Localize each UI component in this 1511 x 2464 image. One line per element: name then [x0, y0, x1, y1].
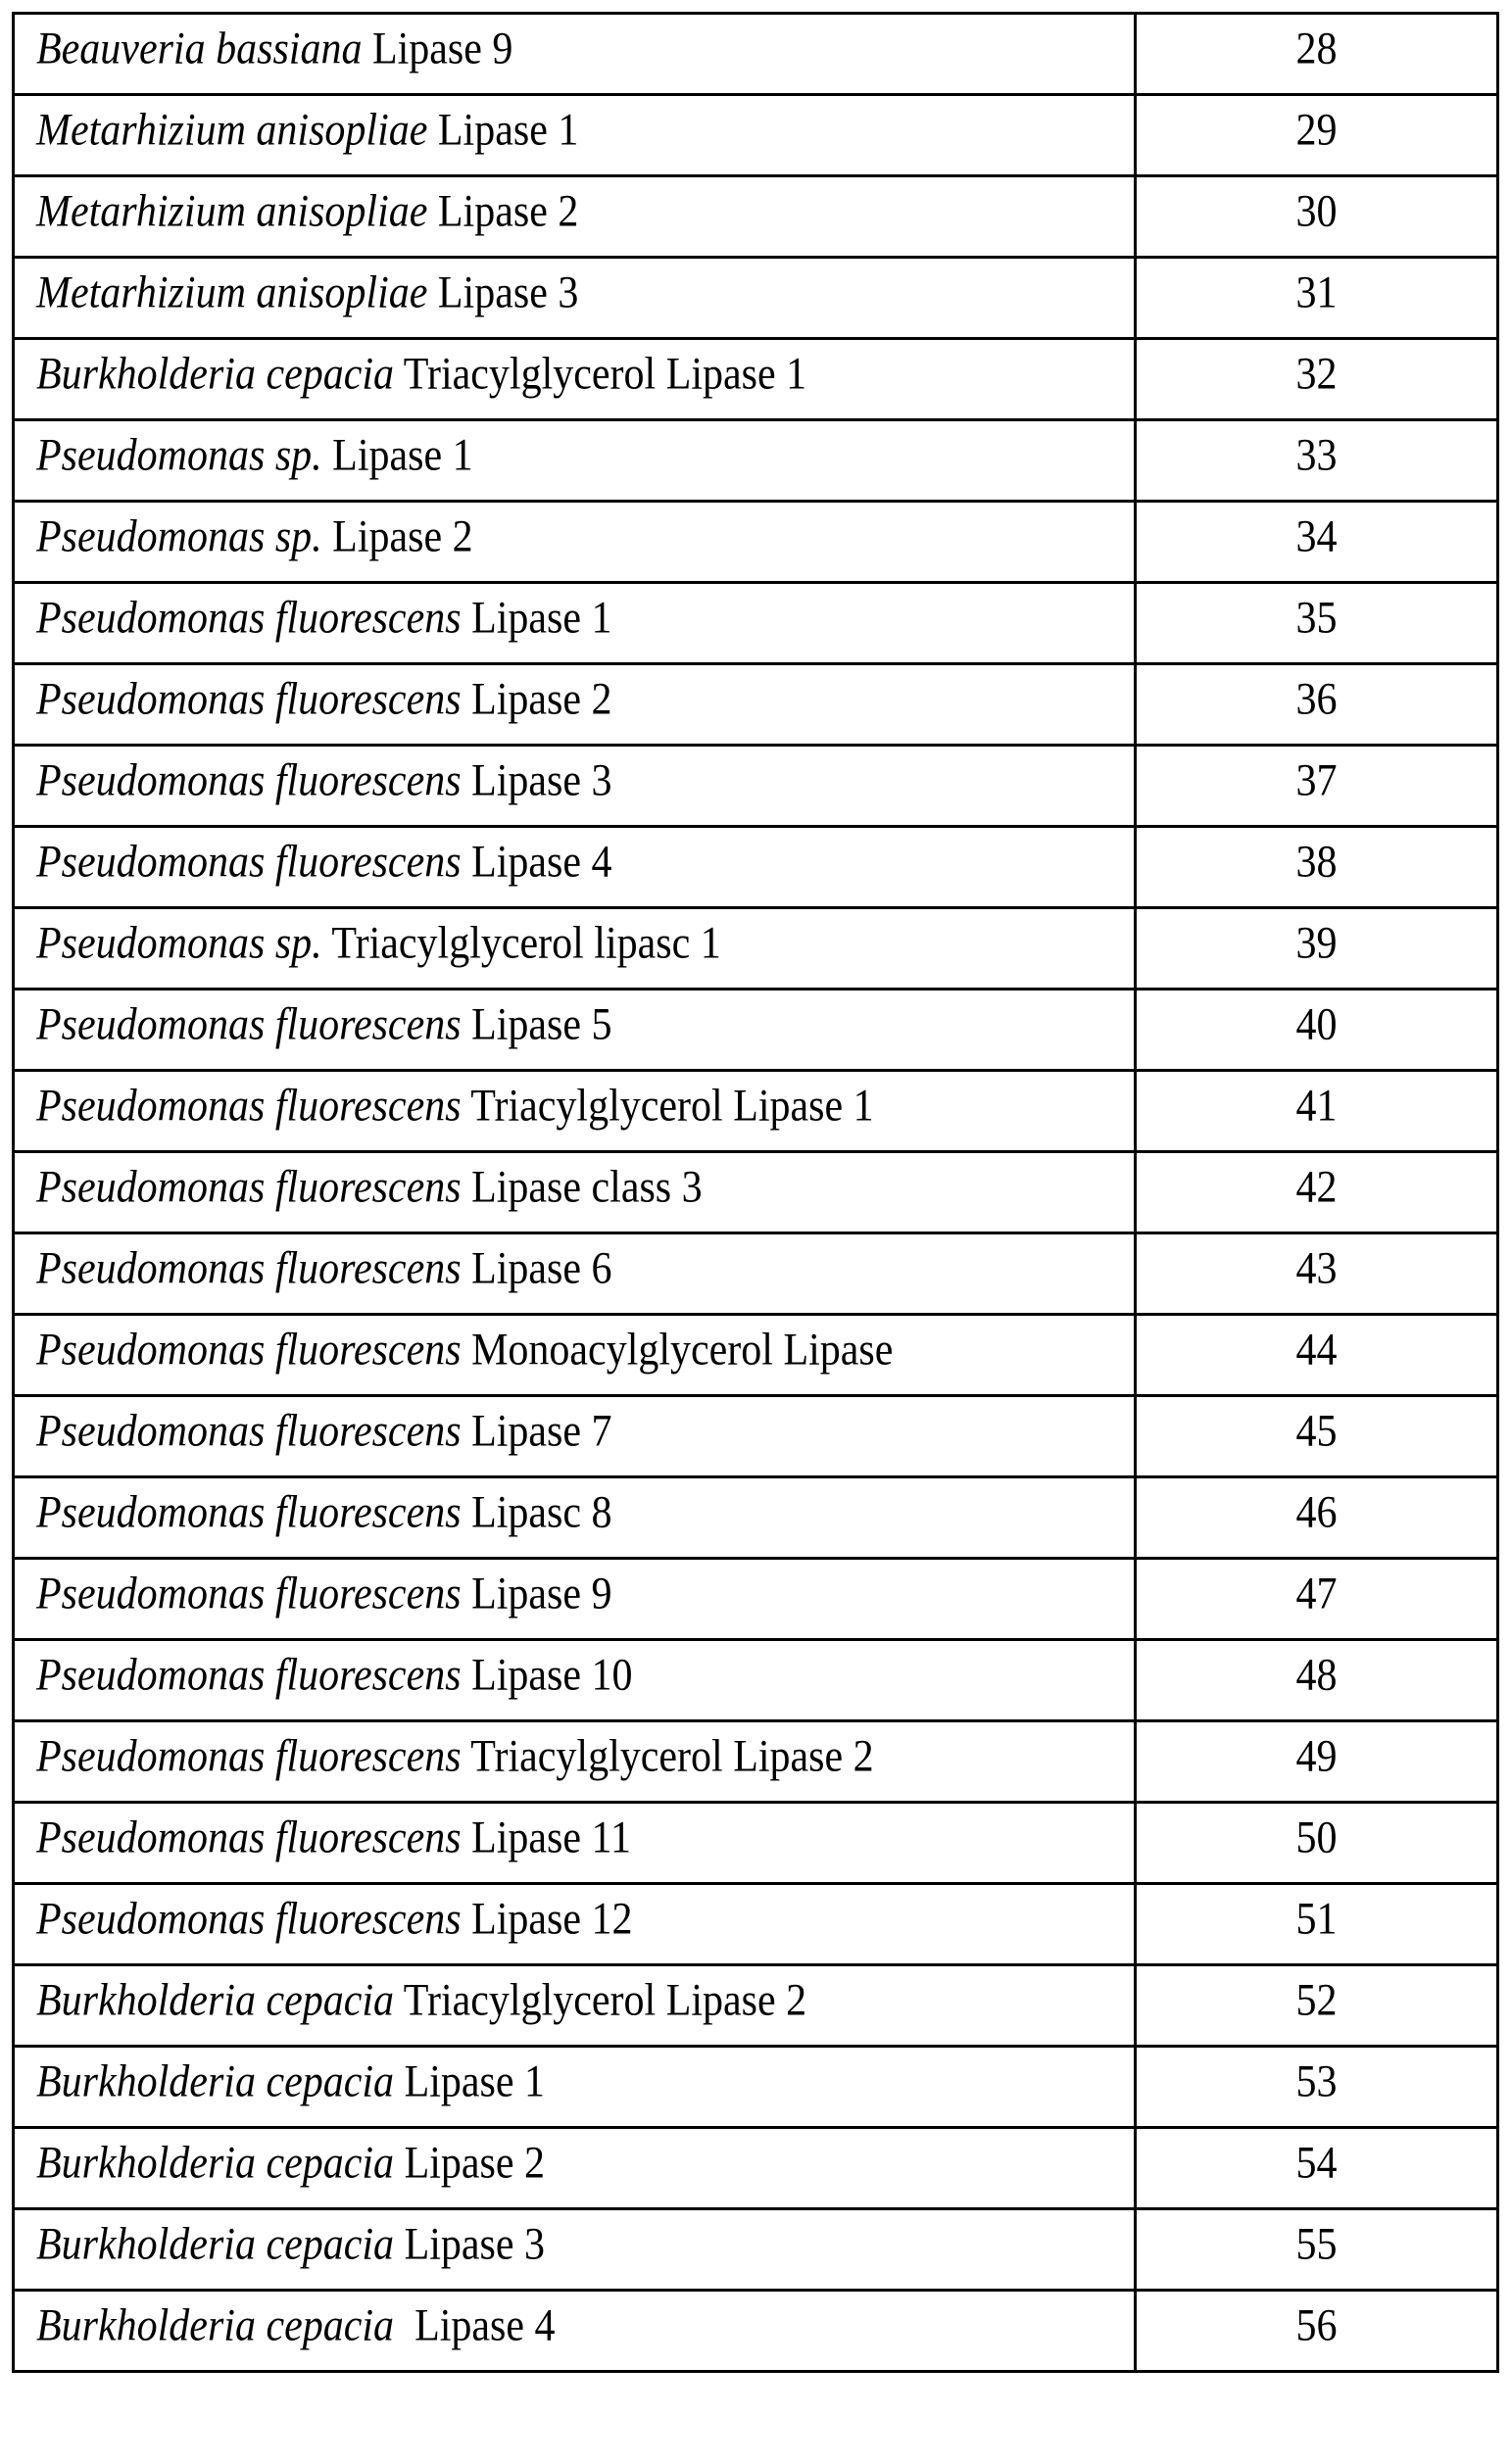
table-row: [14, 95, 1498, 176]
species-name: Pseudomonas fluorescens: [36, 1650, 462, 1701]
species-name: Pseudomonas fluorescens: [36, 1406, 462, 1457]
enzyme-name-cell: [14, 95, 1136, 176]
enzyme-label: Lipase 10: [462, 1650, 633, 1701]
enzyme-label: Lipasc 8: [462, 1487, 612, 1538]
seq-id-cell: [1136, 746, 1498, 827]
enzyme-label: Monoacylglycerol Lipase: [462, 1325, 894, 1376]
enzyme-name-cell: [14, 258, 1136, 339]
enzyme-name: [36, 1242, 612, 1295]
enzyme-label: Lipase class 3: [462, 1162, 703, 1213]
enzyme-label: Lipase 3: [427, 267, 578, 318]
enzyme-name: [36, 998, 612, 1051]
species-name: Burkholderia cepacia: [36, 2219, 394, 2270]
table-row: [14, 746, 1498, 827]
seq-id: 37: [1296, 754, 1338, 807]
enzyme-name: [36, 348, 806, 401]
seq-id-cell: [1136, 502, 1498, 583]
seq-id-cell: [1136, 95, 1498, 176]
enzyme-name-cell: [14, 502, 1136, 583]
seq-id-cell: [1136, 1721, 1498, 1803]
seq-id: 33: [1296, 429, 1338, 482]
enzyme-label: Lipase 5: [462, 999, 612, 1050]
table-row: [14, 1396, 1498, 1477]
enzyme-name: [36, 1161, 703, 1214]
seq-id: 46: [1296, 1486, 1338, 1539]
seq-id-cell: [1136, 420, 1498, 502]
enzyme-label: Triacylglycerol Lipase 1: [394, 349, 806, 400]
species-name: Pseudomonas sp.: [36, 430, 322, 481]
enzyme-name: [36, 754, 612, 807]
enzyme-name: [36, 1893, 633, 1946]
enzyme-label: Lipase 11: [462, 1812, 631, 1863]
enzyme-label: Lipase 1: [322, 430, 473, 481]
species-name: Pseudomonas sp.: [36, 511, 322, 562]
enzyme-name-cell: [14, 746, 1136, 827]
seq-id-cell: [1136, 990, 1498, 1071]
enzyme-label: Lipase 3: [462, 755, 612, 806]
table-row: [14, 420, 1498, 502]
enzyme-name-cell: [14, 339, 1136, 420]
seq-id-cell: [1136, 2128, 1498, 2209]
table-row: [14, 1803, 1498, 1884]
species-name: Metarhizium anisopliae: [36, 267, 427, 318]
enzyme-name: [36, 510, 473, 563]
species-name: Burkholderia cepacia: [36, 2138, 394, 2189]
seq-id-cell: [1136, 2209, 1498, 2291]
seq-id: 55: [1296, 2218, 1338, 2271]
enzyme-name: [36, 266, 578, 319]
enzyme-name: [36, 2299, 556, 2352]
table-row: [14, 1477, 1498, 1559]
seq-id: 50: [1296, 1812, 1338, 1864]
seq-id-cell: [1136, 827, 1498, 908]
table-row: [14, 2047, 1498, 2128]
enzyme-name-cell: [14, 2128, 1136, 2209]
species-name: Pseudomonas fluorescens: [36, 1162, 462, 1213]
seq-id-cell: [1136, 1071, 1498, 1152]
lipase-sequence-table: [12, 12, 1499, 2373]
enzyme-name: [36, 592, 612, 645]
seq-id-cell: [1136, 339, 1498, 420]
species-name: Pseudomonas fluorescens: [36, 1894, 462, 1945]
species-name: Pseudomonas fluorescens: [36, 1243, 462, 1294]
enzyme-name-cell: [14, 2291, 1136, 2372]
enzyme-name-cell: [14, 1071, 1136, 1152]
enzyme-name-cell: [14, 1315, 1136, 1396]
table-row: [14, 2128, 1498, 2209]
enzyme-label: Lipase 1: [394, 2056, 545, 2107]
enzyme-name-cell: [14, 1965, 1136, 2047]
seq-id: 56: [1296, 2299, 1338, 2352]
enzyme-name: [36, 1649, 633, 1702]
table-row: [14, 1884, 1498, 1965]
enzyme-name-cell: [14, 1884, 1136, 1965]
species-name: Metarhizium anisopliae: [36, 105, 427, 156]
enzyme-label: Triacylglycerol Lipase 2: [462, 1731, 874, 1782]
species-name: Pseudomonas fluorescens: [36, 674, 462, 725]
seq-id-cell: [1136, 664, 1498, 746]
species-name: Pseudomonas fluorescens: [36, 1812, 462, 1863]
enzyme-name: [36, 1974, 806, 2027]
enzyme-name-cell: [14, 1396, 1136, 1477]
enzyme-label: Lipase 1: [427, 105, 578, 156]
species-name: Pseudomonas fluorescens: [36, 837, 462, 888]
enzyme-name-cell: [14, 990, 1136, 1071]
enzyme-name-cell: [14, 1559, 1136, 1640]
seq-id-cell: [1136, 1884, 1498, 1965]
seq-id: 36: [1296, 673, 1338, 726]
species-name: Burkholderia cepacia: [36, 1975, 394, 2026]
enzyme-label: Lipase 4: [394, 2300, 555, 2351]
seq-id-cell: [1136, 583, 1498, 664]
seq-id: 45: [1296, 1405, 1338, 1458]
seq-id: 54: [1296, 2137, 1338, 2190]
enzyme-label: Lipase 9: [362, 24, 512, 74]
seq-id-cell: [1136, 1233, 1498, 1315]
enzyme-name: [36, 2218, 545, 2271]
table-row: [14, 258, 1498, 339]
species-name: Pseudomonas fluorescens: [36, 999, 462, 1050]
species-name: Metarhizium anisopliae: [36, 186, 427, 237]
seq-id: 43: [1296, 1242, 1338, 1295]
table-row: [14, 664, 1498, 746]
enzyme-name-cell: [14, 420, 1136, 502]
seq-id: 34: [1296, 510, 1338, 563]
table-row: [14, 14, 1498, 95]
enzyme-name: [36, 104, 578, 157]
table-row: [14, 1152, 1498, 1233]
seq-id: 32: [1296, 348, 1338, 401]
table-row: [14, 1071, 1498, 1152]
seq-id-cell: [1136, 1315, 1498, 1396]
species-name: Burkholderia cepacia: [36, 349, 394, 400]
enzyme-name-cell: [14, 1233, 1136, 1315]
seq-id: 39: [1296, 917, 1338, 970]
species-name: Pseudomonas fluorescens: [36, 1325, 462, 1376]
table-row: [14, 2291, 1498, 2372]
enzyme-label: Lipase 6: [462, 1243, 612, 1294]
seq-id-cell: [1136, 176, 1498, 258]
seq-id-cell: [1136, 258, 1498, 339]
enzyme-name: [36, 1080, 874, 1133]
enzyme-name-cell: [14, 908, 1136, 990]
table-row: [14, 1559, 1498, 1640]
seq-id: 44: [1296, 1324, 1338, 1377]
enzyme-name-cell: [14, 827, 1136, 908]
enzyme-name-cell: [14, 1640, 1136, 1721]
enzyme-name: [36, 1405, 612, 1458]
table-row: [14, 2209, 1498, 2291]
enzyme-name: [36, 1486, 612, 1539]
seq-id-cell: [1136, 1640, 1498, 1721]
enzyme-name: [36, 1568, 612, 1620]
enzyme-name: [36, 917, 721, 970]
enzyme-label: Lipase 2: [394, 2138, 545, 2189]
seq-id-cell: [1136, 2047, 1498, 2128]
table-row: [14, 176, 1498, 258]
seq-id-cell: [1136, 1559, 1498, 1640]
table-row: [14, 827, 1498, 908]
seq-id: 28: [1296, 23, 1338, 75]
enzyme-name-cell: [14, 2209, 1136, 2291]
seq-id: 53: [1296, 2055, 1338, 2108]
enzyme-label: Lipase 12: [462, 1894, 633, 1945]
seq-id: 30: [1296, 185, 1338, 238]
enzyme-name: [36, 1324, 893, 1377]
table-row: [14, 583, 1498, 664]
seq-id-cell: [1136, 908, 1498, 990]
seq-id: 51: [1296, 1893, 1338, 1946]
species-name: Pseudomonas fluorescens: [36, 1081, 462, 1132]
species-name: Pseudomonas sp.: [36, 918, 322, 969]
table-row: [14, 1640, 1498, 1721]
species-name: Pseudomonas fluorescens: [36, 1487, 462, 1538]
enzyme-name-cell: [14, 2047, 1136, 2128]
table-row: [14, 502, 1498, 583]
enzyme-label: Lipase 3: [394, 2219, 545, 2270]
enzyme-label: Lipase 2: [462, 674, 612, 725]
enzyme-name-cell: [14, 14, 1136, 95]
enzyme-name: [36, 1812, 631, 1864]
seq-id: 31: [1296, 266, 1338, 319]
species-name: Pseudomonas fluorescens: [36, 1569, 462, 1619]
seq-id-cell: [1136, 14, 1498, 95]
seq-id: 41: [1296, 1080, 1338, 1133]
seq-id: 49: [1296, 1730, 1338, 1783]
table-row: [14, 908, 1498, 990]
enzyme-name: [36, 185, 578, 238]
table-row: [14, 1965, 1498, 2047]
seq-id: 52: [1296, 1974, 1338, 2027]
species-name: Pseudomonas fluorescens: [36, 755, 462, 806]
enzyme-label: Triacylglycerol Lipase 1: [462, 1081, 874, 1132]
enzyme-name: [36, 836, 612, 889]
enzyme-label: Triacylglycerol lipasc 1: [322, 918, 721, 969]
enzyme-label: Lipase 9: [462, 1569, 612, 1619]
enzyme-name: [36, 673, 612, 726]
table-row: [14, 1315, 1498, 1396]
enzyme-name-cell: [14, 664, 1136, 746]
table-body: [14, 14, 1498, 2372]
species-name: Pseudomonas fluorescens: [36, 1731, 462, 1782]
species-name: Burkholderia cepacia: [36, 2300, 394, 2351]
seq-id: 47: [1296, 1568, 1338, 1620]
enzyme-name: [36, 2055, 545, 2108]
species-name: Beauveria bassiana: [36, 24, 362, 74]
enzyme-label: Triacylglycerol Lipase 2: [394, 1975, 806, 2026]
seq-id: 35: [1296, 592, 1338, 645]
seq-id-cell: [1136, 1152, 1498, 1233]
table-row: [14, 990, 1498, 1071]
seq-id: 42: [1296, 1161, 1338, 1214]
enzyme-name: [36, 2137, 545, 2190]
seq-id: 40: [1296, 998, 1338, 1051]
seq-id-cell: [1136, 2291, 1498, 2372]
enzyme-label: Lipase 1: [462, 593, 612, 644]
seq-id: 48: [1296, 1649, 1338, 1702]
enzyme-label: Lipase 4: [462, 837, 612, 888]
species-name: Burkholderia cepacia: [36, 2056, 394, 2107]
enzyme-name-cell: [14, 176, 1136, 258]
enzyme-name: [36, 23, 512, 75]
seq-id: 29: [1296, 104, 1338, 157]
enzyme-label: Lipase 2: [322, 511, 473, 562]
seq-id-cell: [1136, 1965, 1498, 2047]
enzyme-name-cell: [14, 583, 1136, 664]
table-row: [14, 1721, 1498, 1803]
enzyme-name: [36, 1730, 874, 1783]
enzyme-label: Lipase 2: [427, 186, 578, 237]
seq-id-cell: [1136, 1396, 1498, 1477]
seq-id: 38: [1296, 836, 1338, 889]
enzyme-name-cell: [14, 1721, 1136, 1803]
enzyme-name-cell: [14, 1152, 1136, 1233]
enzyme-label: Lipase 7: [462, 1406, 612, 1457]
table-row: [14, 1233, 1498, 1315]
seq-id-cell: [1136, 1477, 1498, 1559]
enzyme-name-cell: [14, 1803, 1136, 1884]
table-row: [14, 339, 1498, 420]
enzyme-name-cell: [14, 1477, 1136, 1559]
enzyme-name: [36, 429, 473, 482]
seq-id-cell: [1136, 1803, 1498, 1884]
species-name: Pseudomonas fluorescens: [36, 593, 462, 644]
